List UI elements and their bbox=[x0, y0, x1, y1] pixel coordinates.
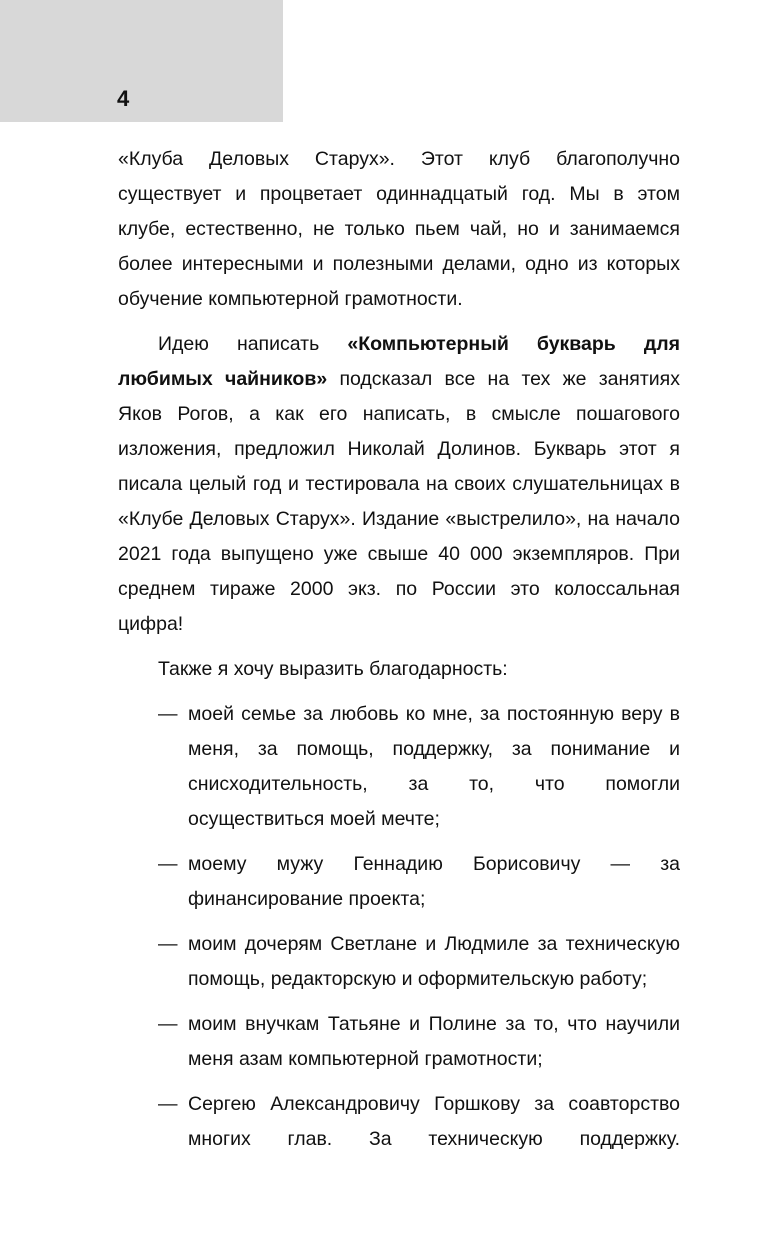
list-item bbox=[118, 1087, 680, 1157]
book-title: «Компьютерный букварь для любимых чайников» bbox=[118, 333, 680, 390]
list-dash: — bbox=[158, 1093, 178, 1115]
body-text bbox=[118, 142, 680, 1157]
list-item-text: моему мужу Геннадию Борисовичу — за финансирование проекта; bbox=[188, 853, 680, 910]
paragraph-book-idea-rest: подсказал все на тех же занятиях Яков Рогов, а как его написать, в смысле пошагового изложения, предложил Николай Долинов. Букварь этот я писала целый год и тестировала на своих слушательницах в «Клубе Деловых Старух». Издание «выстрелило», на начало 2021 года выпущено уже свыше 40 000 экземпляров. При среднем тираже 2000 экз. по России это колоссальная цифра! bbox=[118, 368, 680, 635]
paragraph-book-idea bbox=[118, 327, 680, 642]
paragraph-gratitude: Также я хочу выразить благодарность: bbox=[158, 658, 508, 680]
list-dash: — bbox=[158, 1013, 178, 1035]
list-item-text: моим дочерям Светлане и Людмиле за техническую помощь, редакторскую и оформительскую работу; bbox=[188, 933, 680, 990]
list-dash: — bbox=[158, 703, 178, 725]
list-item-text: моей семье за любовь ко мне, за постоянную веру в меня, за помощь, поддержку, за понимание и снисходительность, за то, что помогли осуществиться моей мечте; bbox=[188, 703, 680, 830]
list-dash: — bbox=[158, 933, 178, 955]
list-item-text: Сергею Александровичу Горшкову за соавторство многих глав. За техническую поддержку. bbox=[188, 1093, 680, 1150]
page-number: 4 bbox=[117, 86, 130, 111]
list-item bbox=[118, 927, 680, 997]
paragraph-club: «Клуба Деловых Старух». Этот клуб благополучно существует и процветает одиннадцатый год. Мы в этом клубе, естественно, не только пьем чай, но и занимаемся более интересными и полезными делами, одно из которых обучение компьютерной грамотности. bbox=[118, 148, 680, 310]
paragraph-book-idea-start: Идею написать bbox=[158, 333, 348, 355]
list-item bbox=[118, 847, 680, 917]
list-item-text: моим внучкам Татьяне и Полине за то, что научили меня азам компьютерной грамотности; bbox=[188, 1013, 680, 1070]
list-dash: — bbox=[158, 853, 178, 875]
list-item bbox=[118, 697, 680, 837]
list-item bbox=[118, 1007, 680, 1077]
page-header-block bbox=[0, 0, 283, 122]
